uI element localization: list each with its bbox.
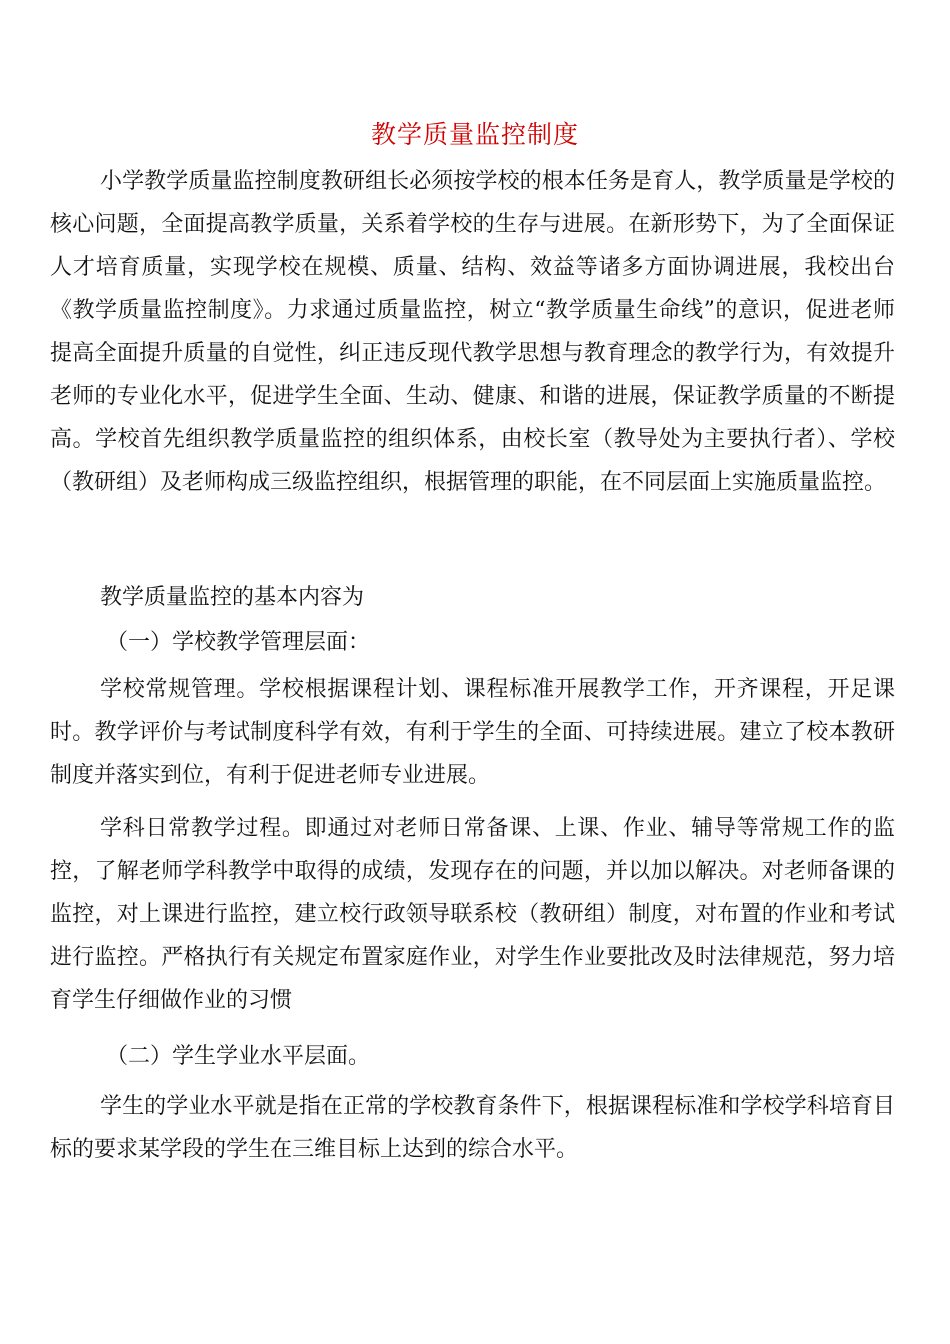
- paragraph-school-routine: 学校常规管理。学校根据课程计划、课程标准开展教学工作，开齐课程，开足课时。教学评价与考试制度科学有效，有利于学生的全面、可持续进展。建立了校本教研制度并落实到位，有利于促进老师专业进展。: [50, 677, 895, 788]
- paragraph-intro: 小学教学质量监控制度教研组长必须按学校的根本任务是育人，教学质量是学校的核心问题，全面提高教学质量，关系着学校的生存与进展。在新形势下，为了全面保证人才培育质量，实现学校在规模、质量、结构、效益等诸多方面协调进展，我校出台《教学质量监控制度》。力求通过质量监控，树立“教学质量生命线”的意识，促进老师提高全面提升质量的自觉性，纠正违反现代教学思想与教育理念的教学行为，有效提升老师的专业化水平，促进学生全面、生动、健康、和谐的进展，保证教学质量的不断提高。学校首先组织教学质量监控的组织体系，由校长室（教导处为主要执行者）、学校（教研组）及老师构成三级监控组织，根据管理的职能，在不同层面上实施质量监控。: [50, 169, 895, 495]
- section-heading-school-management: （一）学校教学管理层面：: [106, 630, 371, 655]
- paragraph-basic-content: 教学质量监控的基本内容为: [100, 585, 365, 610]
- document-title: 教学质量监控制度: [370, 120, 579, 149]
- paragraph-daily-teaching: 学科日常教学过程。即通过对老师日常备课、上课、作业、辅导等常规工作的监控，了解老师学科教学中取得的成绩，发现存在的问题，并以加以解决。对老师备课的监控，对上课进行监控，建立校行政领导联系校（教研组）制度，对布置的作业和考试进行监控。严格执行有关规定布置家庭作业，对学生作业要批改及时法律规范，努力培育学生仔细做作业的习惯: [50, 816, 895, 1013]
- section-heading-student-level: （二）学生学业水平层面。: [106, 1044, 371, 1069]
- paragraph-student-level: 学生的学业水平就是指在正常的学校教育条件下，根据课程标准和学校学科培育目标的要求某学段的学生在三维目标上达到的综合水平。: [50, 1094, 895, 1162]
